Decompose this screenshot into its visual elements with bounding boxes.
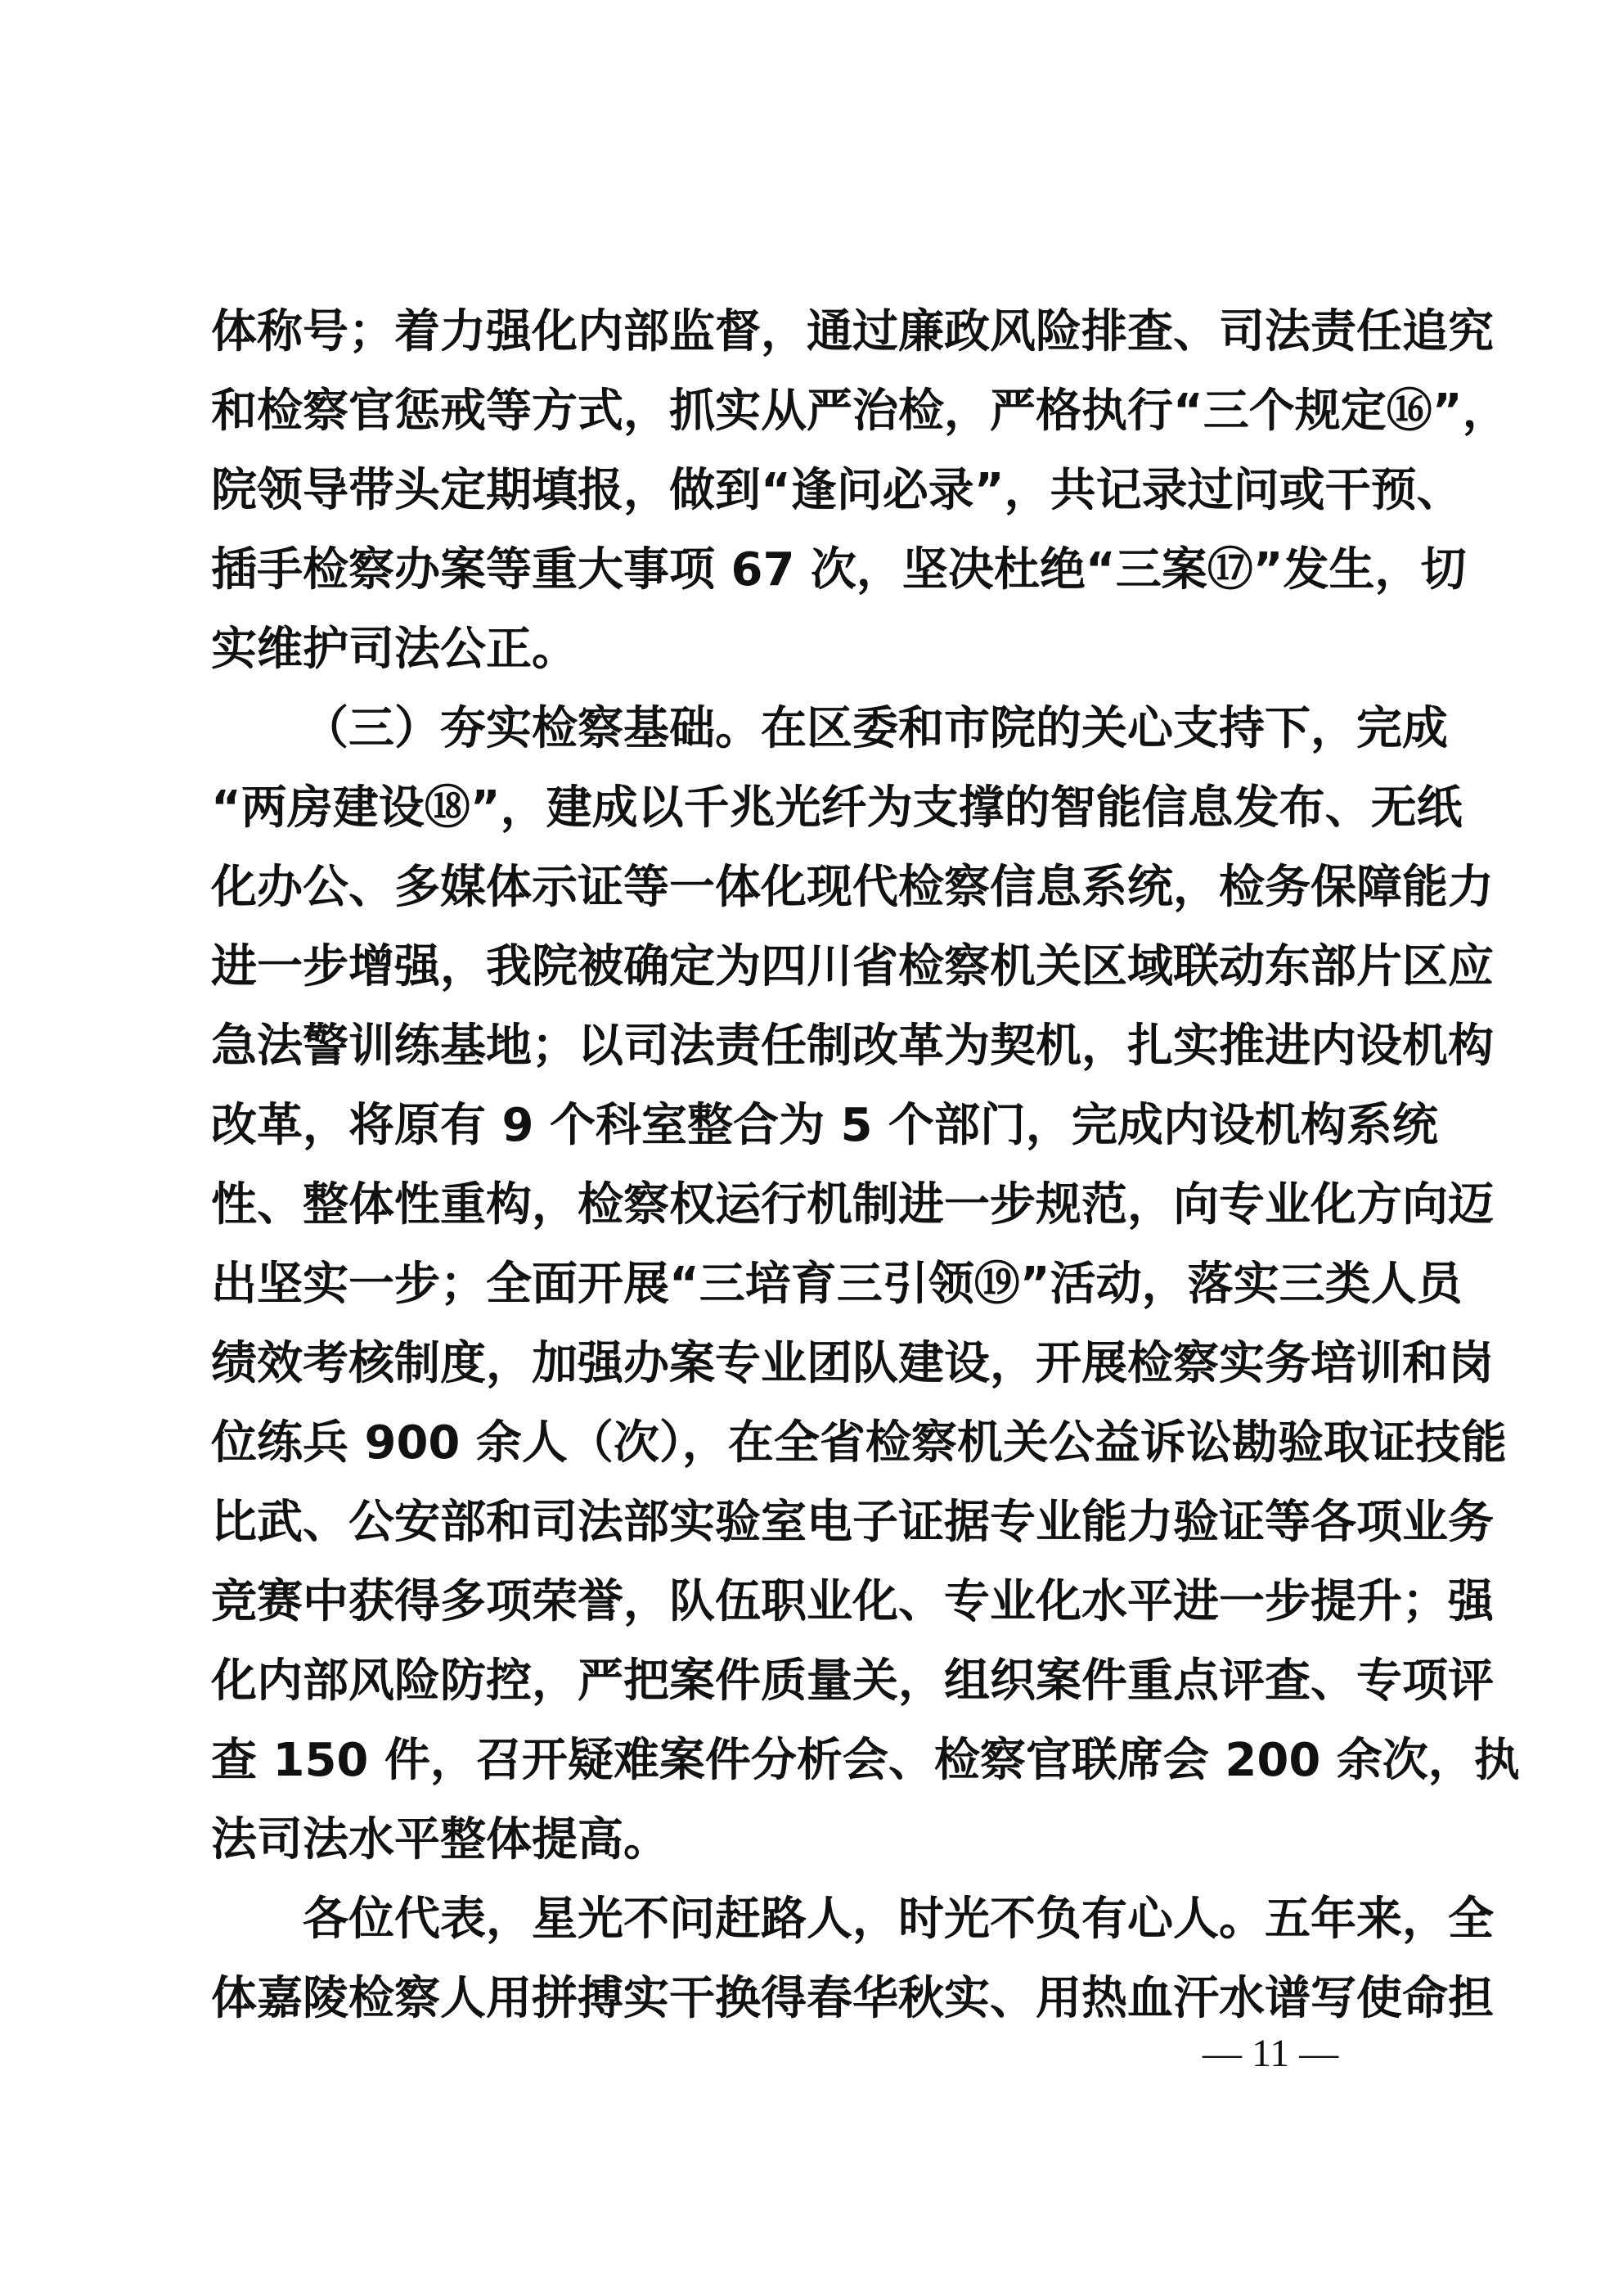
section-heading-line: （三）夯实检察基础。在区委和市院的关心支持下，完成: [303, 702, 1448, 755]
text-line: 绩效考核制度，加强办案专业团队建设，开展检察实务培训和岗: [211, 1337, 1494, 1390]
text-line: 查 150 件，召开疑难案件分析会、检察官联席会 200 余次，执: [211, 1734, 1520, 1787]
text-line: 插手检察办案等重大事项 67 次，坚决杜绝“三案⑰”发生，切: [211, 543, 1467, 597]
text-line: 体称号；着力强化内部监督，通过廉政风险排查、司法责任追究: [211, 305, 1494, 358]
text-line: 化办公、多媒体示证等一体化现代检察信息系统，检务保障能力: [211, 861, 1494, 914]
text-line: 进一步增强，我院被确定为四川省检察机关区域联动东部片区应: [211, 940, 1494, 993]
text-line: “两房建设⑱”，建成以千兆光纤为支撑的智能信息发布、无纸: [211, 781, 1463, 835]
text-line: 位练兵 900 余人（次），在全省检察机关公益诉讼勘验取证技能: [211, 1416, 1507, 1470]
text-line: 化内部风险防控，严把案件质量关，组织案件重点评查、专项评: [211, 1654, 1494, 1708]
text-line: 院领导带头定期填报，做到“逢问必录”，共记录过问或干预、: [211, 464, 1463, 517]
text-line: 性、整体性重构，检察权运行机制进一步规范，向专业化方向迈: [211, 1178, 1494, 1231]
page-number: — 11 —: [1203, 2032, 1339, 2075]
text-line: 改革，将原有 9 个科室整合为 5 个部门，完成内设机构系统: [211, 1099, 1438, 1152]
text-line: 竞赛中获得多项荣誉，队伍职业化、专业化水平进一步提升；强: [211, 1575, 1494, 1628]
text-line: 实维护司法公正。: [211, 623, 578, 676]
text-line: 法司法水平整体提高。: [211, 1813, 669, 1866]
text-line: 比武、公安部和司法部实验室电子证据专业能力验证等各项业务: [211, 1496, 1494, 1549]
paragraph-start-line: 各位代表，星光不问赶路人，时光不负有心人。五年来，全: [303, 1893, 1494, 1946]
text-line: 体嘉陵检察人用拼搏实干换得春华秋实、用热血汗水谱写使命担: [211, 1972, 1494, 2025]
text-line: 急法警训练基地；以司法责任制改革为契机，扎实推进内设机构: [211, 1020, 1494, 1073]
text-line: 和检察官惩戒等方式，抓实从严治检，严格执行“三个规定⑯”，: [211, 385, 1508, 438]
text-line: 出坚实一步；全面开展“三培育三引领⑲”活动，落实三类人员: [211, 1258, 1463, 1311]
